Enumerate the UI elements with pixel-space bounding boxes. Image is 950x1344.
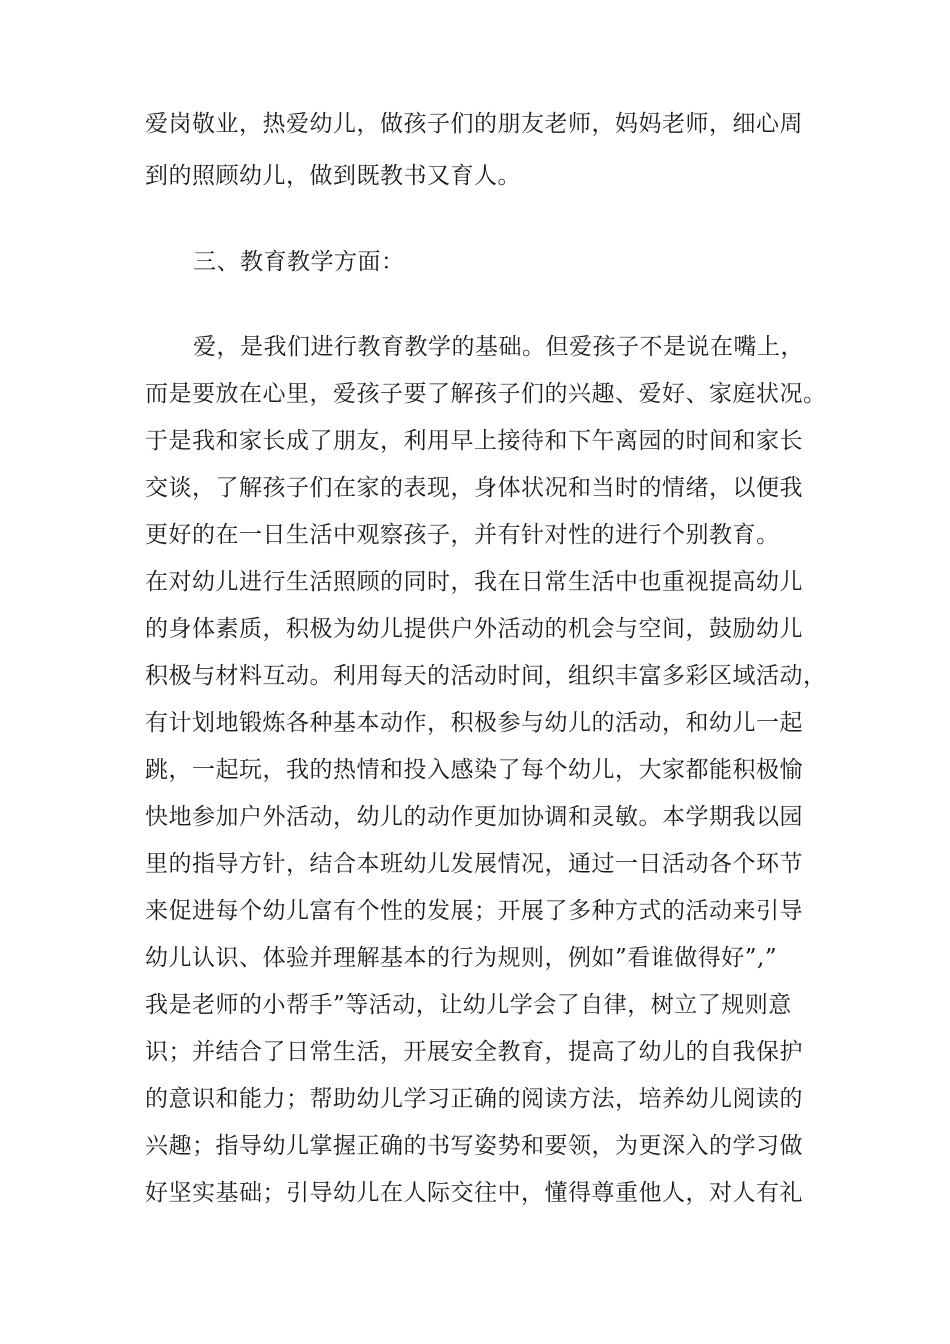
text-line: 兴趣；指导幼儿掌握正确的书写姿势和要领，为更深入的学习做 bbox=[145, 1133, 803, 1159]
text-line: 爱岗敬业，热爱幼儿，做孩子们的朋友老师，妈妈老师，细心周 bbox=[145, 111, 803, 137]
text-line: 的身体素质，积极为幼儿提供户外活动的机会与空间，鼓励幼儿 bbox=[145, 616, 803, 642]
section-heading: 三、教育教学方面： bbox=[193, 249, 405, 275]
text-line: 幼儿认识、体验并理解基本的行为规则，例如”看谁做得好”,” bbox=[145, 945, 778, 971]
text-line: 好坚实基础；引导幼儿在人际交往中，懂得尊重他人，对人有礼 bbox=[145, 1180, 803, 1206]
text-line: 来促进每个幼儿富有个性的发展；开展了多种方式的活动来引导 bbox=[145, 898, 803, 924]
text-line: 而是要放在心里，爱孩子要了解孩子们的兴趣、爱好、家庭状况。 bbox=[145, 381, 827, 407]
text-line: 有计划地锻炼各种基本动作，积极参与幼儿的活动，和幼儿一起 bbox=[145, 710, 803, 736]
text-line: 在对幼儿进行生活照顾的同时，我在日常生活中也重视提高幼儿 bbox=[145, 569, 803, 595]
text-line: 到的照顾幼儿，做到既教书又育人。 bbox=[145, 163, 521, 189]
text-line: 交谈，了解孩子们在家的表现，身体状况和当时的情绪，以便我 bbox=[145, 475, 803, 501]
text-line: 更好的在一日生活中观察孩子，并有针对性的进行个别教育。 bbox=[145, 522, 780, 548]
text-line: 快地参加户外活动，幼儿的动作更加协调和灵敏。本学期我以园 bbox=[145, 804, 803, 830]
text-line: 识；并结合了日常生活，开展安全教育，提高了幼儿的自我保护 bbox=[145, 1039, 803, 1065]
text-line: 的意识和能力；帮助幼儿学习正确的阅读方法，培养幼儿阅读的 bbox=[145, 1086, 803, 1112]
text-line: 跳，一起玩，我的热情和投入感染了每个幼儿，大家都能积极愉 bbox=[145, 757, 803, 783]
text-line: 于是我和家长成了朋友，利用早上接待和下午离园的时间和家长 bbox=[145, 428, 803, 454]
text-line: 爱，是我们进行教育教学的基础。但爱孩子不是说在嘴上， bbox=[193, 334, 804, 360]
text-line: 我是老师的小帮手”等活动，让幼儿学会了自律，树立了规则意 bbox=[145, 992, 792, 1018]
text-line: 里的指导方针，结合本班幼儿发展情况，通过一日活动各个环节 bbox=[145, 851, 803, 877]
text-line: 积极与材料互动。利用每天的活动时间，组织丰富多彩区域活动， bbox=[145, 663, 827, 689]
